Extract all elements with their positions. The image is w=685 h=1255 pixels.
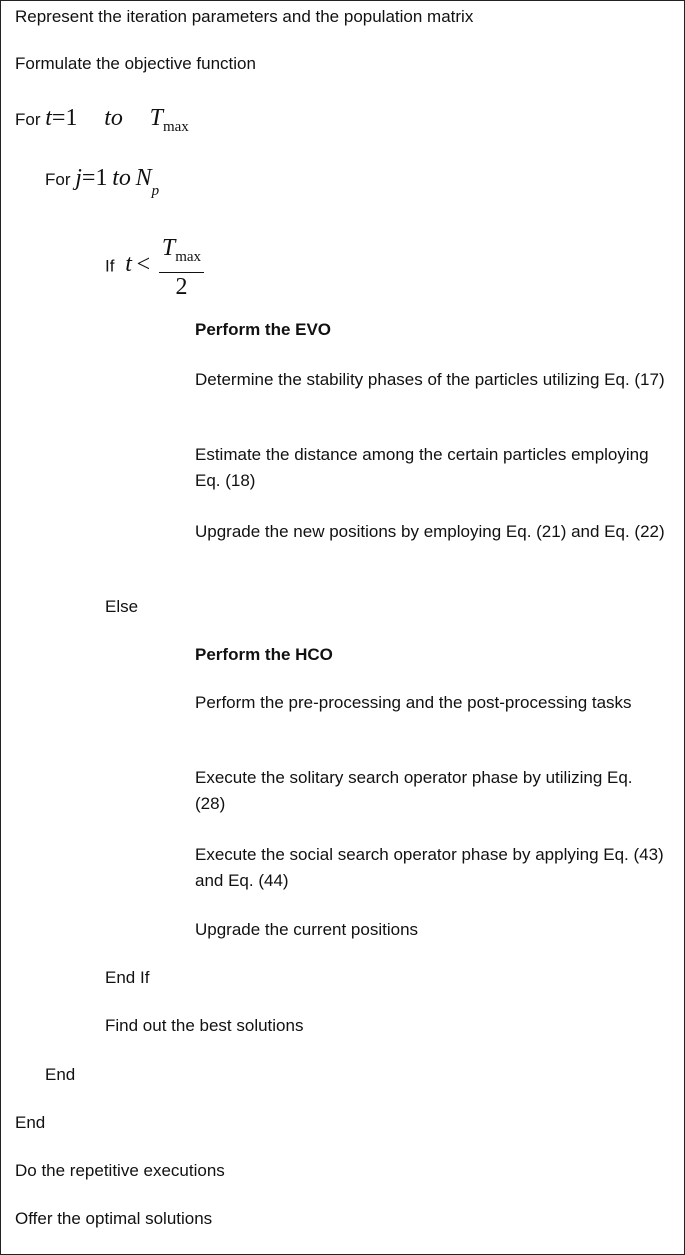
loop-end: T bbox=[149, 105, 163, 131]
hco-step-1: Perform the pre-processing and the post-processing tasks bbox=[195, 693, 632, 712]
for-inner-loop bbox=[45, 165, 159, 204]
hco-step-3: Execute the social search operator phase by applying Eq. (43) and Eq. (44) bbox=[195, 845, 664, 890]
else-keyword: Else bbox=[105, 597, 139, 616]
loop-end-sub: max bbox=[162, 119, 189, 135]
step-represent: Represent the iteration parameters and the population matrix bbox=[15, 7, 474, 26]
hco-step-4: Upgrade the current positions bbox=[195, 920, 419, 939]
fraction bbox=[159, 233, 204, 301]
to-keyword: to bbox=[104, 105, 123, 131]
end-if: End If bbox=[105, 968, 150, 987]
numerator-sub: max bbox=[175, 249, 202, 265]
denominator: 2 bbox=[175, 274, 188, 300]
loop-end-sub: p bbox=[151, 183, 160, 199]
find-best: Find out the best solutions bbox=[105, 1016, 304, 1035]
repeat-step: Do the repetitive executions bbox=[15, 1161, 225, 1180]
cond-op: < bbox=[136, 251, 151, 278]
loop-var: t bbox=[45, 105, 52, 131]
loop-end: N bbox=[135, 165, 152, 191]
for-keyword: For bbox=[45, 170, 71, 189]
for-keyword: For bbox=[15, 110, 41, 129]
step-formulate: Formulate the objective function bbox=[15, 54, 256, 73]
for-outer-loop bbox=[15, 105, 189, 140]
loop-start: =1 bbox=[81, 165, 108, 191]
hco-step-2: Execute the solitary search operator phase by utilizing Eq. (28) bbox=[195, 768, 633, 813]
evo-step-1: Determine the stability phases of the particles utilizing Eq. (17) bbox=[195, 370, 665, 389]
evo-step-2: Estimate the distance among the certain particles employing Eq. (18) bbox=[195, 445, 649, 490]
end-inner: End bbox=[45, 1065, 76, 1084]
evo-title: Perform the EVO bbox=[195, 320, 332, 339]
loop-var: j bbox=[75, 165, 82, 191]
hco-title: Perform the HCO bbox=[195, 645, 333, 664]
end-outer: End bbox=[15, 1113, 46, 1132]
numerator: T bbox=[161, 235, 176, 261]
evo-step-3: Upgrade the new positions by employing Eq. (21) and Eq. (22) bbox=[195, 522, 665, 541]
loop-start: =1 bbox=[51, 105, 78, 131]
offer-step: Offer the optimal solutions bbox=[15, 1209, 213, 1228]
to-keyword: to bbox=[112, 165, 131, 191]
cond-var: t bbox=[125, 251, 132, 278]
if-keyword: If bbox=[105, 256, 115, 276]
if-condition bbox=[105, 233, 204, 301]
